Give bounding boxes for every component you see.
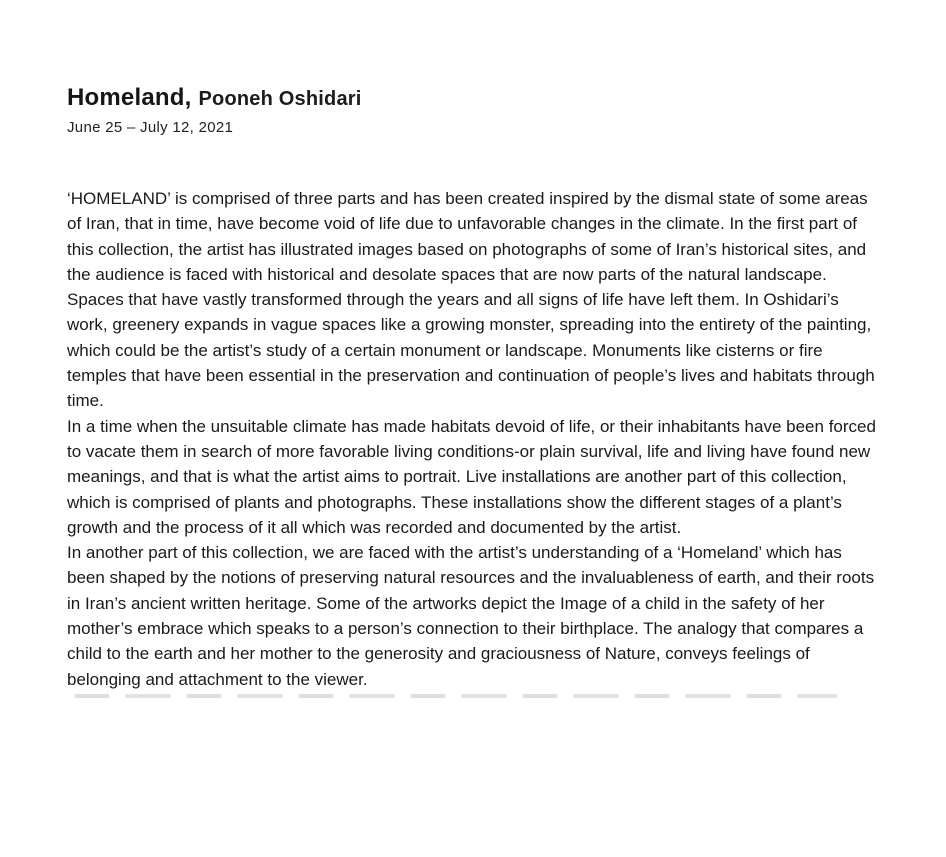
document-content [67, 84, 879, 698]
paragraph: In a time when the unsuitable climate has made habitats devoid of life, or their inhabitants have been forced to vacate them in search of more favorable living conditions-or plain survival, life and living have found new meanings, and that is what the artist aims to portrait. Live installations are another part of this collection, which is comprised of plants and photographs. These installations show the different stages of a plant’s growth and the process of it all which was recorded and documented by the artist. [67, 416, 876, 537]
cropped-text-remnant [75, 694, 837, 698]
exhibition-title: Homeland, [67, 84, 192, 111]
exhibition-statement [67, 186, 879, 698]
exhibition-dates: June 25 – July 12, 2021 [67, 119, 234, 136]
paragraph: ‘HOMELAND’ is comprised of three parts and has been created inspired by the dismal state of some areas of Iran, that in time, have become void of life due to unfavorable changes in the climate. In the first part of this collection, the artist has illustrated images based on photographs of some of Iran’s historical sites, and the audience is faced with historical and desolate spaces that are now parts of the natural landscape. Spaces that have vastly transformed through the years and all signs of life have left them. In Oshidari’s work, greenery expands in vague spaces like a growing monster, spreading into the entirety of the painting, which could be the artist’s study of a certain monument or landscape. Monuments like cisterns or fire temples that have been essential in the preservation and continuation of people’s lives and habitats through time. [67, 189, 875, 411]
paragraph: In another part of this collection, we are faced with the artist’s understanding of a ‘Homeland’ which has been shaped by the notions of preserving natural resources and the invaluableness of earth, and their roots in Iran’s ancient written heritage. Some of the artworks depict the Image of a child in the safety of her mother’s embrace which speaks to a person’s connection to their birthplace. The analogy that compares a child to the earth and her mother to the generosity and graciousness of Nature, conveys feelings of belonging and attachment to the viewer. [67, 543, 875, 689]
artist-name: Pooneh Oshidari [198, 88, 362, 110]
header [67, 84, 879, 112]
